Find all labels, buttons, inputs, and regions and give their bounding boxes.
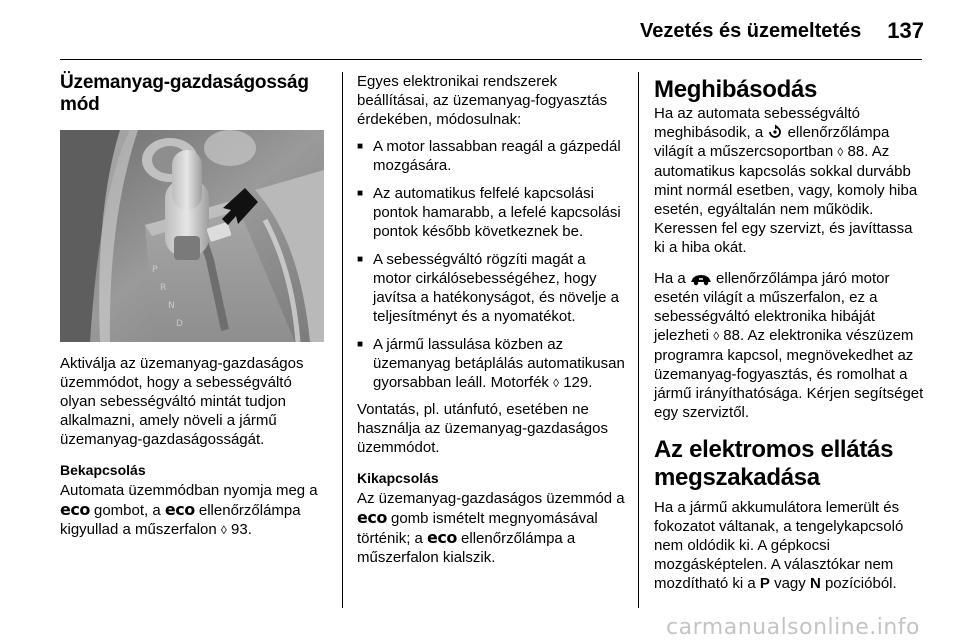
- transmission-warning-icon: [767, 124, 783, 140]
- switch-off-label: Kikapcsolás: [357, 470, 439, 486]
- towing-note-text: Vontatás, pl. utánfutó, esetében ne használja az üzemanyag-gazdaságos üzemmódot.: [357, 401, 608, 456]
- list-item: ■ A jármű lassulása közben az üzemanyag betáplálás automatikusan gyorsabban leáll. Motorfék ◊ 129.: [357, 335, 627, 393]
- svg-text:R: R: [160, 283, 167, 293]
- eco-symbol: eco: [357, 508, 387, 527]
- section-title-malfunction: Meghibásodás: [654, 76, 818, 103]
- column-2: [357, 72, 627, 579]
- switch-on-label: Bekapcsolás: [60, 462, 146, 478]
- column-1: [60, 72, 328, 552]
- page-number: 137: [887, 18, 924, 43]
- list-item: ■ A motor lassabban reagál a gázpedál mozgására.: [357, 137, 627, 175]
- list-item: ■ A sebességváltó rögzíti magát a motor cirkálósebességéhez, hogy javítsa a hatékonyságot, és növelje a teljesítményt és a nyomatékot.: [357, 250, 627, 326]
- column-divider: [342, 72, 343, 608]
- page-header: [640, 14, 924, 48]
- eco-symbol: eco: [427, 528, 457, 547]
- page-reference-icon: ◊: [837, 145, 844, 159]
- car-wrench-icon: [690, 272, 712, 286]
- list-item: ■ Az automatikus felfelé kapcsolási pontok hamarabb, a lefelé kapcsolási pontok később következnek be.: [357, 184, 627, 241]
- eco-symbol: eco: [164, 500, 195, 519]
- watermark: carmanualsonline.info: [666, 615, 920, 640]
- electronic-fault-text: Ha a ellenőrzőlámpa járó motor esetén világít a műszerfalon, ez a sebességváltó elektronika hibáját jelezheti ◊ 88. Az elektronika vészüzem programra kapcsol, megnövekedhet az üzemanyag-fogyasztás, és romolhat a jármű irányíthatósága. Kérjen segítséget egy szerviztől.: [654, 270, 924, 421]
- page-reference-icon: ◊: [553, 376, 560, 390]
- svg-text:D: D: [176, 319, 183, 329]
- switch-on-text: Automata üzemmódban nyomja meg a eco gombot, a eco ellenőrzőlámpa kigyullad a műszerfalon ◊ 93.: [60, 482, 318, 538]
- eco-intro-text: Aktiválja az üzemanyag-gazdaságos üzemmódot, hogy a sebességváltó olyan sebességváltó mintát tudjon alkalmazni, amely növeli a jármű üzemanyag-gazdaságosságát.: [60, 355, 304, 448]
- svg-text:P: P: [152, 265, 158, 275]
- page-title: Vezetés és üzemeltetés: [640, 19, 862, 42]
- header-rule: [60, 59, 922, 60]
- power-interruption-text: Ha a jármű akkumulátora lemerült és fokozatot váltanak, a tengelykapcsoló nem oldódik ki. A gépkocsi mozgásképtelen. A választókar nem mozdítható ki a P vagy N pozícióból.: [654, 499, 904, 592]
- switch-off-text: Az üzemanyag-gazdaságos üzemmód a eco gomb ismételt megnyomásával történik; a eco ellenőrzőlámpa a műszerfalon kialszik.: [357, 490, 625, 566]
- settings-intro-text: Egyes elektronikai rendszerek beállításai, az üzemanyag-fogyasztás érdekében, módosulnak:: [357, 73, 608, 128]
- gear-selector-photo: [60, 130, 324, 342]
- svg-text:N: N: [168, 301, 175, 311]
- section-title-eco-mode: Üzemanyag-gazdaságosság mód: [60, 72, 309, 115]
- malfunction-text: Ha az automata sebességváltó meghibásodik, a ellenőrzőlámpa világít a műszercsoportban ◊ 88. Az automatikus kapcsolás sokkal durvább mint normál esetben, vagy, komoly hiba esetén, egyáltalán nem működik. Keressen fel egy szervizt, és javíttassa ki a hiba okát.: [654, 105, 918, 256]
- gear-selector-illustration: [60, 130, 324, 342]
- eco-symbol: eco: [60, 500, 90, 519]
- page-reference-icon: ◊: [220, 523, 227, 537]
- page-reference-icon: ◊: [713, 329, 720, 343]
- effects-list: [357, 137, 627, 393]
- column-divider: [638, 72, 639, 608]
- section-title-power-interruption: Az elektromos ellátás megszakadása: [654, 436, 894, 491]
- column-3: [654, 72, 926, 605]
